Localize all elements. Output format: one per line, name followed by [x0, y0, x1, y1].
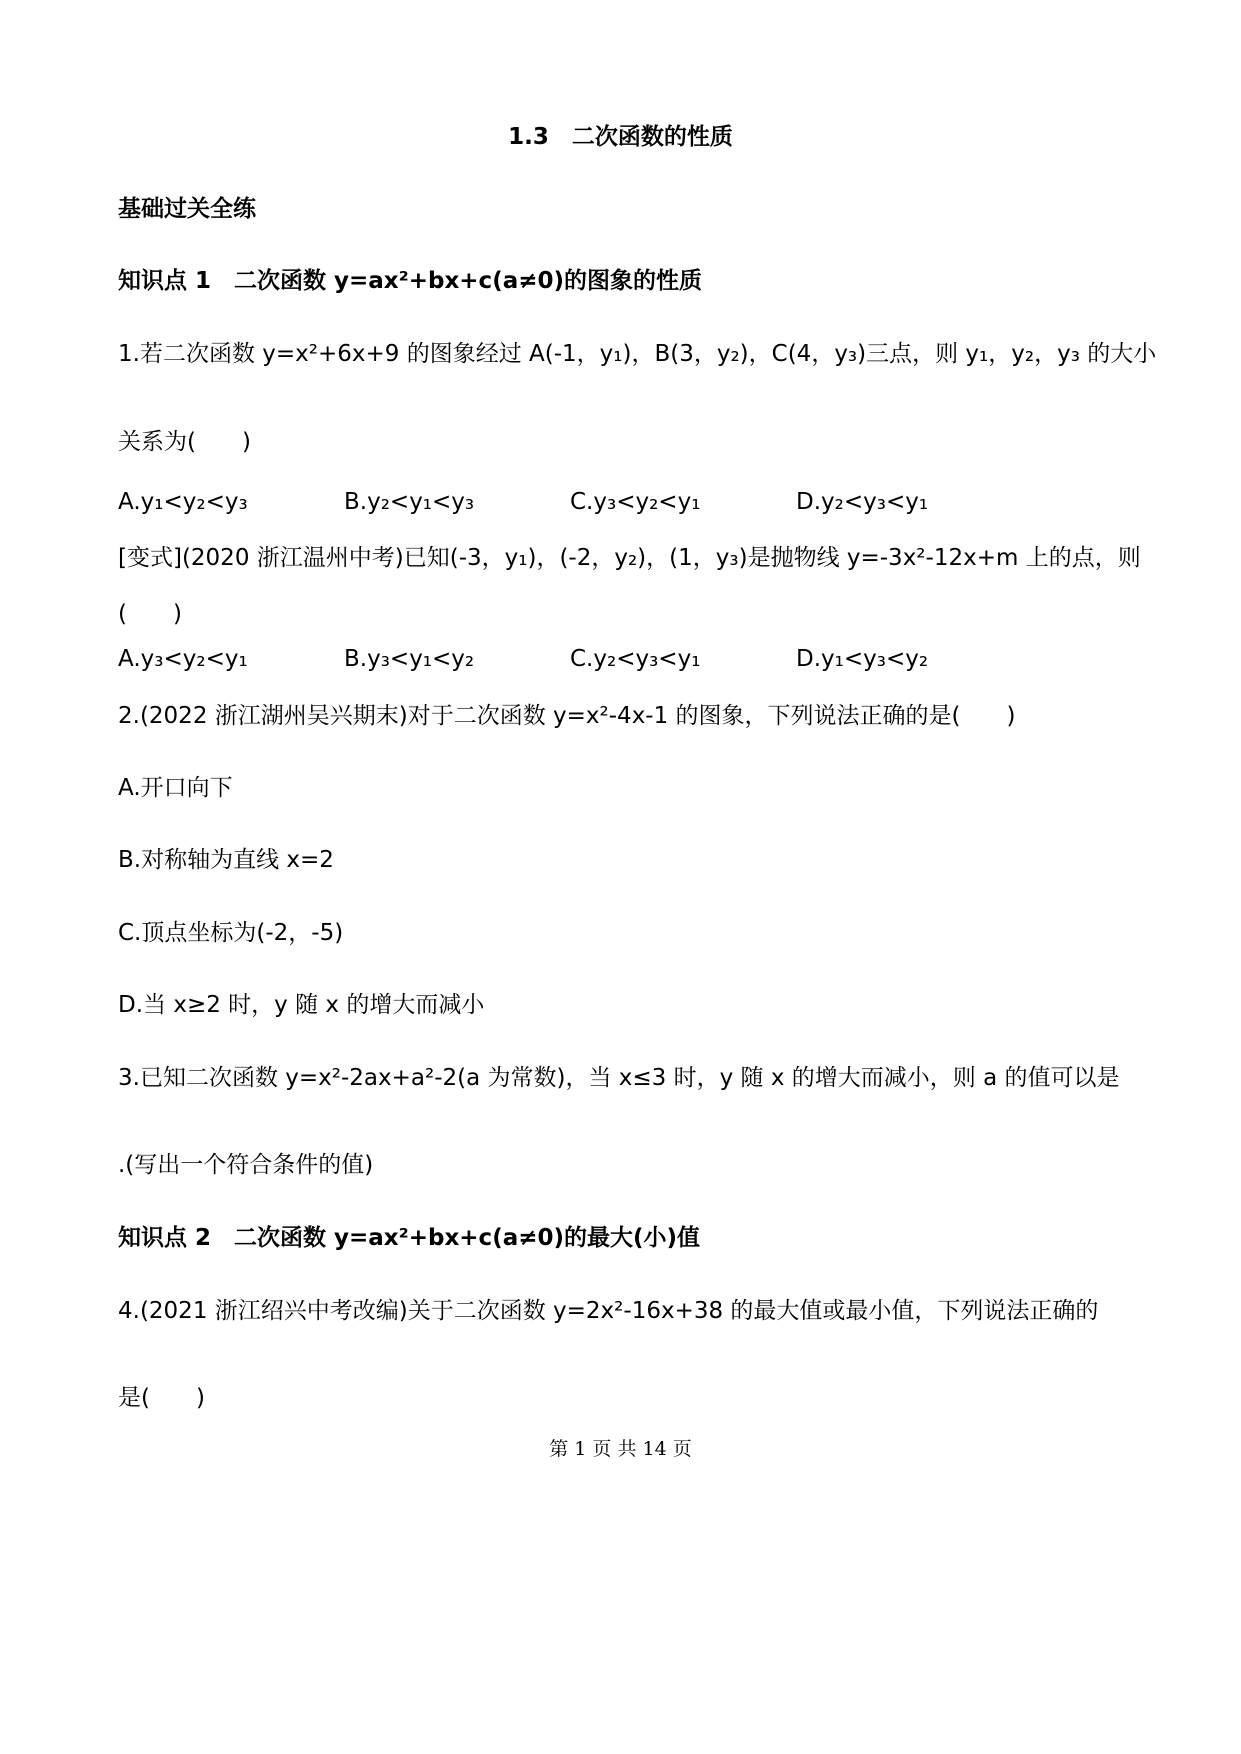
variant-line-1: [变式](2020 浙江温州中考)已知(-3，y₁)，(-2，y₂)，(1，y₃)是抛物线 y=-3x²-12x+m 上的点，则 [118, 545, 1141, 571]
question-4-line-1: 4.(2021 浙江绍兴中考改编)关于二次函数 y=2x²-16x+38 的最大值或最小值，下列说法正确的 [118, 1298, 1099, 1324]
option-d: D.y₁<y₃<y₂ [796, 646, 929, 672]
option-c: C.y₂<y₃<y₁ [570, 646, 701, 672]
knowledge-point-1: 知识点 1 二次函数 y=ax²+bx+c(a≠0)的图象的性质 [118, 268, 703, 294]
question-3-line-2: .(写出一个符合条件的值) [118, 1152, 374, 1178]
question-1-line-2: 关系为( ) [118, 429, 251, 455]
option-a: A.y₁<y₂<y₃ [118, 489, 248, 515]
option-a: A.y₃<y₂<y₁ [118, 646, 248, 672]
question-2-option-b: B.对称轴为直线 x=2 [118, 847, 334, 873]
page-title: 1.3 二次函数的性质 [508, 124, 733, 150]
knowledge-point-2: 知识点 2 二次函数 y=ax²+bx+c(a≠0)的最大(小)值 [118, 1225, 701, 1251]
page-footer: 第 1 页 共 14 页 [549, 1438, 692, 1460]
question-2-option-a: A.开口向下 [118, 775, 233, 801]
question-2-option-c: C.顶点坐标为(-2，-5) [118, 920, 344, 946]
question-3-line-1: 3.已知二次函数 y=x²-2ax+a²-2(a 为常数)，当 x≤3 时，y 随 x 的增大而减小，则 a 的值可以是 [118, 1065, 1120, 1091]
option-c: C.y₃<y₂<y₁ [570, 489, 701, 515]
variant-line-2: ( ) [118, 601, 182, 627]
option-d: D.y₂<y₃<y₁ [796, 489, 929, 515]
section-heading: 基础过关全练 [118, 196, 256, 222]
question-2-option-d: D.当 x≥2 时，y 随 x 的增大而减小 [118, 992, 485, 1018]
option-b: B.y₂<y₁<y₃ [344, 489, 475, 515]
question-4-line-2: 是( ) [118, 1385, 205, 1411]
question-1-line-1: 1.若二次函数 y=x²+6x+9 的图象经过 A(-1，y₁)，B(3，y₂)，C(4，y₃)三点，则 y₁，y₂，y₃ 的大小 [118, 341, 1157, 367]
question-2-stem: 2.(2022 浙江湖州吴兴期末)对于二次函数 y=x²-4x-1 的图象，下列说法正确的是( ) [118, 703, 1016, 729]
option-b: B.y₃<y₁<y₂ [344, 646, 475, 672]
